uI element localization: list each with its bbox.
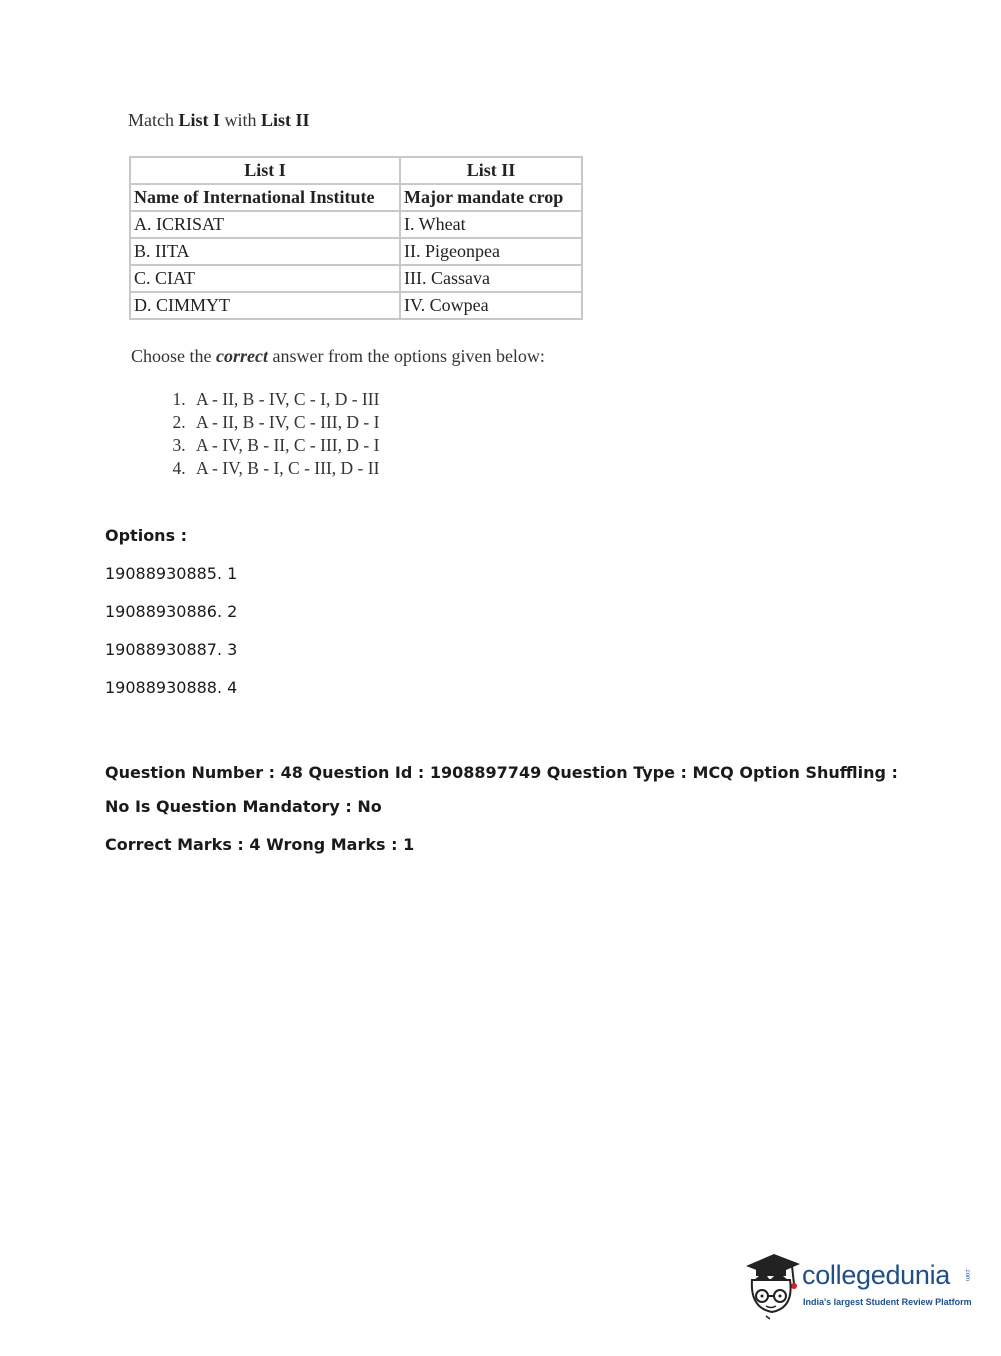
intro-prefix: Match <box>128 110 179 130</box>
table-cell: IV. Cowpea <box>400 292 582 319</box>
table-row <box>130 238 582 265</box>
table-cell: D. CIMMYT <box>130 292 400 319</box>
collegedunia-logo <box>742 1250 972 1320</box>
choose-emphasis: correct <box>216 346 268 366</box>
option-item: 19088930885. 1 <box>105 564 238 583</box>
brand-name: collegedunia <box>802 1260 951 1290</box>
header-list1: List I <box>130 157 400 184</box>
answer-item: 1. A - II, B - IV, C - I, D - III <box>190 388 598 411</box>
marks-info: Correct Marks : 4 Wrong Marks : 1 <box>105 835 415 854</box>
table-subheader-row <box>130 184 582 211</box>
table-header-row <box>130 157 582 184</box>
choose-suffix: answer from the options given below: <box>267 346 545 366</box>
option-item: 19088930887. 3 <box>105 640 238 659</box>
answer-item: 3. A - IV, B - II, C - III, D - I <box>190 434 598 457</box>
options-title: Options : <box>105 526 188 545</box>
brand-suffix: .com <box>964 1268 970 1282</box>
match-table <box>129 156 583 320</box>
intro-mid: with <box>220 110 262 130</box>
table-cell: III. Cassava <box>400 265 582 292</box>
question-image <box>128 108 598 480</box>
answer-item: 4. A - IV, B - I, C - III, D - II <box>190 457 598 480</box>
table-cell: B. IITA <box>130 238 400 265</box>
question-intro <box>128 108 598 132</box>
table-row <box>130 292 582 319</box>
table-row <box>130 265 582 292</box>
question-meta-info: Question Number : 48 Question Id : 1908897749 Question Type : MCQ Option Shuffling : No Is Question Mandatory : No <box>105 763 898 816</box>
subheader-crop: Major mandate crop <box>400 184 582 211</box>
intro-list2: List II <box>261 110 310 130</box>
table-cell: C. CIAT <box>130 265 400 292</box>
option-item: 19088930886. 2 <box>105 602 238 621</box>
table-row <box>130 211 582 238</box>
table-cell: A. ICRISAT <box>130 211 400 238</box>
options-block <box>105 522 237 702</box>
table-cell: II. Pigeonpea <box>400 238 582 265</box>
option-item: 19088930888. 4 <box>105 678 238 697</box>
table-cell: I. Wheat <box>400 211 582 238</box>
choose-instruction <box>131 344 598 368</box>
intro-list1: List I <box>178 110 220 130</box>
answer-item: 2. A - II, B - IV, C - III, D - I <box>190 411 598 434</box>
choose-prefix: Choose the <box>131 346 216 366</box>
mascot-icon <box>742 1250 802 1320</box>
answer-list <box>128 388 598 480</box>
subheader-institute: Name of International Institute <box>130 184 400 211</box>
question-meta <box>105 756 925 862</box>
brand-tagline: India's largest Student Review Platform <box>803 1297 972 1307</box>
header-list2: List II <box>400 157 582 184</box>
